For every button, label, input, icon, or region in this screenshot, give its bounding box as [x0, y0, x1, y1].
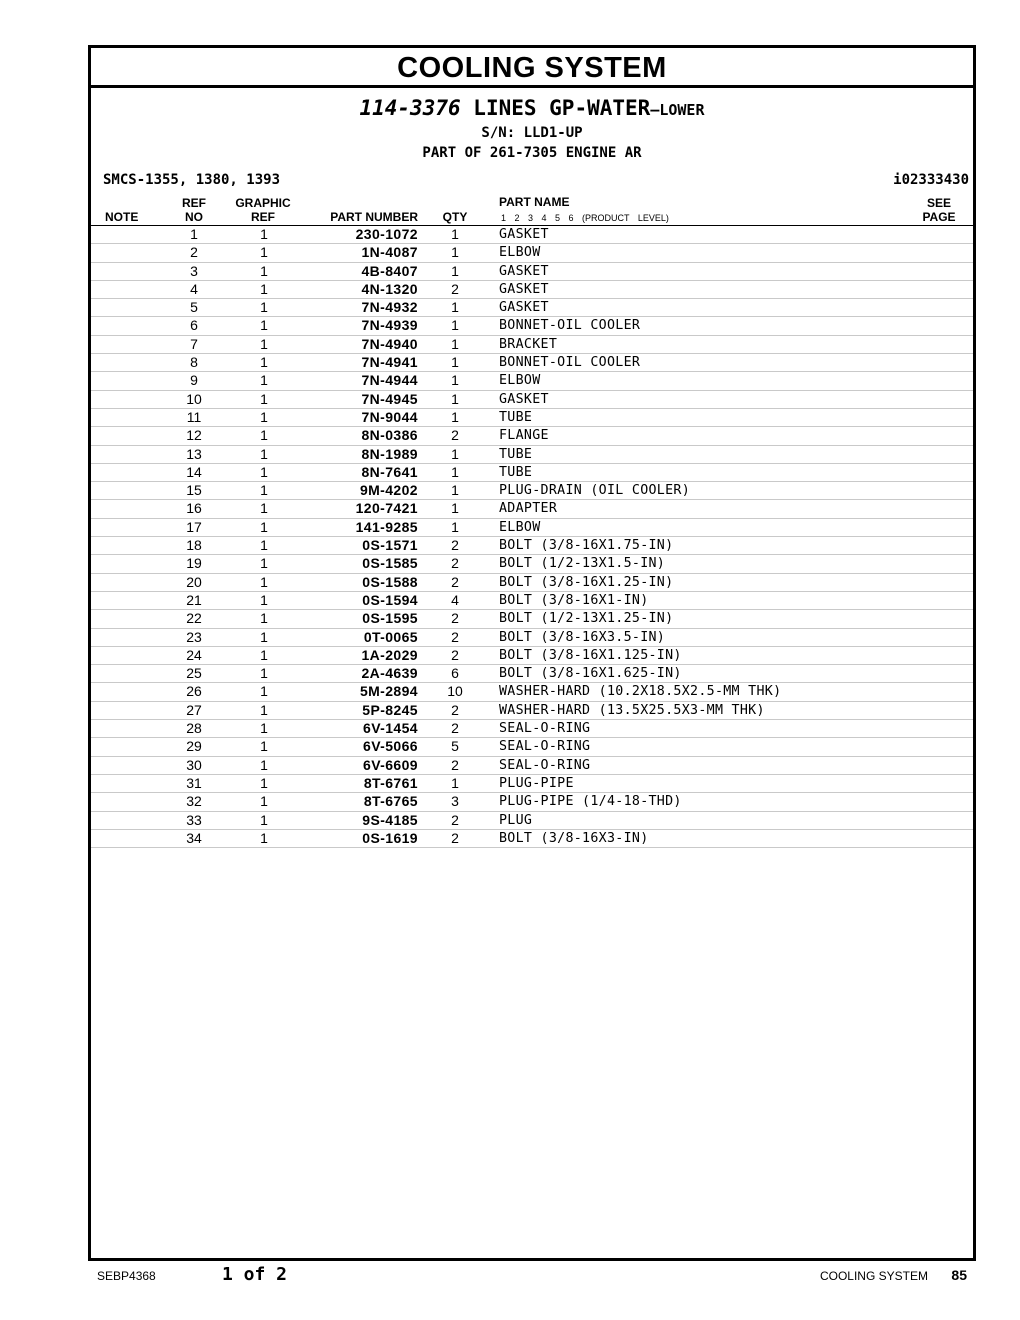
graphic-ref-cell: 1 [260, 628, 268, 645]
column-header-ref: REF [182, 196, 206, 210]
table-row [91, 775, 973, 793]
ref-no-cell: 31 [186, 774, 202, 791]
part-number-cell: 8T-6765 [363, 793, 418, 810]
ref-no-cell: 21 [186, 591, 202, 608]
part-number-cell: 8N-0386 [361, 427, 418, 444]
group-name: LINES GP-WATER [473, 96, 651, 120]
table-row [91, 244, 973, 262]
part-name-cell: BRACKET [499, 336, 558, 352]
part-number-cell: 120-7421 [355, 500, 418, 517]
part-name-cell: PLUG-PIPE (1/4-18-THD) [499, 794, 682, 810]
qty-cell: 2 [451, 555, 459, 572]
graphic-ref-cell: 1 [260, 537, 268, 554]
ref-no-cell: 12 [186, 427, 202, 444]
part-name-cell: SEAL-O-RING [499, 721, 591, 737]
ref-no-cell: 29 [186, 738, 202, 755]
graphic-ref-cell: 1 [260, 463, 268, 480]
table-row [91, 738, 973, 756]
qty-cell: 2 [451, 646, 459, 663]
ref-no-cell: 26 [186, 683, 202, 700]
qty-cell: 1 [451, 445, 459, 462]
column-header-page: PAGE [922, 210, 956, 224]
part-name-cell: PLUG-DRAIN (OIL COOLER) [499, 483, 691, 499]
part-name-cell: WASHER-HARD (13.5X25.5X3-MM THK) [499, 702, 765, 718]
part-number-cell: 0S-1594 [362, 591, 418, 608]
qty-cell: 2 [451, 829, 459, 846]
table-row [91, 610, 973, 628]
table-row [91, 574, 973, 592]
table-row [91, 720, 973, 738]
part-name-cell: TUBE [499, 464, 533, 480]
qty-cell: 2 [451, 537, 459, 554]
ref-no-cell: 27 [186, 701, 202, 718]
column-header-part-name: PART NAME [499, 195, 570, 209]
column-header-note: NOTE [105, 210, 139, 224]
graphic-ref-cell: 1 [260, 793, 268, 810]
part-number-cell: 0S-1585 [362, 555, 418, 572]
part-name-cell: BOLT (3/8-16X1.25-IN) [499, 574, 674, 590]
table-row [91, 555, 973, 573]
table-row [91, 830, 973, 848]
part-number-cell: 4B-8407 [361, 262, 418, 279]
qty-cell: 3 [451, 793, 459, 810]
graphic-ref-cell: 1 [260, 555, 268, 572]
graphic-ref-cell: 1 [260, 701, 268, 718]
part-name-cell: BOLT (3/8-16X1.75-IN) [499, 538, 674, 554]
ref-no-cell: 34 [186, 829, 202, 846]
part-number-cell: 9M-4202 [359, 482, 418, 499]
qty-cell: 1 [451, 500, 459, 517]
part-name-cell: PLUG [499, 812, 533, 828]
part-name-cell: BOLT (3/8-16X1-IN) [499, 592, 649, 608]
ref-no-cell: 8 [190, 354, 198, 371]
part-name-cell: GASKET [499, 227, 549, 242]
qty-cell: 1 [451, 774, 459, 791]
table-row [91, 427, 973, 445]
part-number-cell: 8N-1989 [361, 445, 418, 462]
graphic-ref-cell: 1 [260, 244, 268, 261]
graphic-ref-cell: 1 [260, 811, 268, 828]
part-name-cell: BOLT (3/8-16X1.125-IN) [499, 647, 682, 663]
part-name-cell: BOLT (3/8-16X1.625-IN) [499, 666, 682, 682]
part-number-cell: 1N-4087 [361, 244, 418, 261]
part-number-cell: 8N-7641 [361, 463, 418, 480]
table-row [91, 702, 973, 720]
table-row [91, 226, 973, 244]
part-number-cell: 6V-5066 [363, 738, 418, 755]
part-number-cell: 7N-4945 [361, 390, 418, 407]
graphic-ref-cell: 1 [260, 756, 268, 773]
qty-cell: 1 [451, 226, 459, 242]
graphic-ref-cell: 1 [260, 335, 268, 352]
ref-no-cell: 7 [190, 335, 198, 352]
part-number-cell: 0S-1588 [362, 573, 418, 590]
ref-no-cell: 22 [186, 610, 202, 627]
table-row [91, 537, 973, 555]
part-name-cell: ELBOW [499, 519, 541, 535]
ref-no-cell: 30 [186, 756, 202, 773]
qty-cell: 2 [451, 610, 459, 627]
table-row [91, 629, 973, 647]
table-row [91, 793, 973, 811]
graphic-ref-cell: 1 [260, 518, 268, 535]
part-name-cell: TUBE [499, 446, 533, 462]
ref-no-cell: 11 [186, 408, 202, 425]
ref-no-cell: 1 [190, 226, 198, 242]
part-number-cell: 6V-1454 [363, 720, 418, 737]
graphic-ref-cell: 1 [260, 683, 268, 700]
qty-cell: 1 [451, 463, 459, 480]
smcs-codes: SMCS-1355, 1380, 1393 [103, 172, 281, 188]
part-name-cell: GASKET [499, 391, 549, 407]
graphic-ref-cell: 1 [260, 226, 268, 242]
graphic-ref-cell: 1 [260, 280, 268, 297]
page-frame [88, 45, 976, 1261]
ref-no-cell: 14 [186, 463, 202, 480]
table-row [91, 519, 973, 537]
ref-no-cell: 18 [186, 537, 202, 554]
part-name-cell: GASKET [499, 263, 549, 279]
part-number-cell: 0S-1571 [362, 537, 418, 554]
part-number-cell: 2A-4639 [361, 665, 418, 682]
graphic-ref-cell: 1 [260, 408, 268, 425]
qty-cell: 4 [451, 591, 459, 608]
ref-no-cell: 25 [186, 665, 202, 682]
table-row [91, 317, 973, 335]
graphic-ref-cell: 1 [260, 445, 268, 462]
ref-no-cell: 32 [186, 793, 202, 810]
table-row [91, 372, 973, 390]
part-number-cell: 5M-2894 [359, 683, 418, 700]
qty-cell: 1 [451, 482, 459, 499]
ref-no-cell: 28 [186, 720, 202, 737]
qty-cell: 1 [451, 262, 459, 279]
part-of-line: PART OF 261-7305 ENGINE AR [422, 145, 642, 161]
footer-page-of: 1 of 2 [222, 1264, 288, 1285]
part-name-cell: ELBOW [499, 245, 541, 261]
footer-doc-id: SEBP4368 [97, 1269, 156, 1283]
graphic-ref-cell: 1 [260, 665, 268, 682]
ref-no-cell: 9 [190, 372, 198, 389]
illustration-id: i02333430 [893, 172, 969, 188]
ref-no-cell: 24 [186, 646, 202, 663]
part-number-cell: 7N-4944 [361, 372, 418, 389]
qty-cell: 2 [451, 701, 459, 718]
ref-no-cell: 17 [186, 518, 202, 535]
table-row [91, 409, 973, 427]
graphic-ref-cell: 1 [260, 610, 268, 627]
qty-cell: 2 [451, 720, 459, 737]
ref-no-cell: 13 [186, 445, 202, 462]
ref-no-cell: 20 [186, 573, 202, 590]
ref-no-cell: 6 [190, 317, 198, 334]
part-name-cell: WASHER-HARD (10.2X18.5X2.5-MM THK) [499, 684, 782, 700]
graphic-ref-cell: 1 [260, 500, 268, 517]
ref-no-cell: 3 [190, 262, 198, 279]
group-number: 114-3376 [359, 96, 461, 120]
part-number-cell: 1A-2029 [361, 646, 418, 663]
qty-cell: 2 [451, 280, 459, 297]
table-row [91, 464, 973, 482]
part-number-cell: 7N-4939 [361, 317, 418, 334]
footer-section: COOLING SYSTEM [819, 1269, 928, 1283]
part-number-cell: 9S-4185 [362, 811, 418, 828]
column-header-see: SEE [926, 196, 951, 210]
part-name-cell: BOLT (3/8-16X3-IN) [499, 830, 649, 846]
table-row [91, 336, 973, 354]
ref-no-cell: 23 [186, 628, 202, 645]
part-number-cell: 8T-6761 [363, 774, 418, 791]
part-name-cell: SEAL-O-RING [499, 757, 591, 773]
graphic-ref-cell: 1 [260, 427, 268, 444]
part-number-cell: 0T-0065 [363, 628, 418, 645]
ref-no-cell: 4 [190, 280, 198, 297]
part-name-cell: BONNET-OIL COOLER [499, 355, 641, 371]
graphic-ref-cell: 1 [260, 573, 268, 590]
table-row [91, 665, 973, 683]
column-header-ref-no: NO [185, 210, 203, 224]
column-header-qty: QTY [442, 210, 468, 224]
table-row [91, 354, 973, 372]
table-row [91, 281, 973, 299]
column-header-graphic: GRAPHIC [235, 196, 291, 210]
part-number-cell: 0S-1595 [362, 610, 418, 627]
ref-no-cell: 5 [190, 299, 198, 316]
table-row [91, 683, 973, 701]
part-name-cell: GASKET [499, 281, 549, 297]
serial-range: S/N: LLD1-UP [481, 125, 583, 141]
table-row [91, 592, 973, 610]
ref-no-cell: 15 [186, 482, 202, 499]
ref-no-cell: 10 [186, 390, 202, 407]
qty-cell: 5 [451, 738, 459, 755]
qty-cell: 1 [451, 372, 459, 389]
part-number-cell: 7N-4940 [361, 335, 418, 352]
qty-cell: 6 [451, 665, 459, 682]
parts-table [91, 226, 973, 848]
table-row [91, 446, 973, 464]
qty-cell: 1 [451, 244, 459, 261]
part-number-cell: 230-1072 [355, 226, 418, 242]
graphic-ref-cell: 1 [260, 774, 268, 791]
qty-cell: 1 [451, 317, 459, 334]
qty-cell: 2 [451, 756, 459, 773]
ref-no-cell: 19 [186, 555, 202, 572]
part-number-cell: 4N-1320 [361, 280, 418, 297]
table-row [91, 263, 973, 281]
table-row [91, 482, 973, 500]
qty-cell: 10 [447, 683, 463, 700]
ref-no-cell: 33 [186, 811, 202, 828]
graphic-ref-cell: 1 [260, 829, 268, 846]
column-header-graphic-ref: REF [251, 210, 275, 224]
qty-cell: 1 [451, 518, 459, 535]
column-header-part-number: PART NUMBER [330, 210, 418, 224]
table-row [91, 299, 973, 317]
qty-cell: 1 [451, 335, 459, 352]
part-name-cell: TUBE [499, 409, 533, 425]
qty-cell: 2 [451, 811, 459, 828]
part-number-cell: 7N-9044 [361, 408, 418, 425]
part-name-cell: ELBOW [499, 373, 541, 389]
section-title: COOLING SYSTEM [91, 48, 973, 88]
part-name-cell: BOLT (3/8-16X3.5-IN) [499, 629, 666, 645]
part-number-cell: 7N-4941 [361, 354, 418, 371]
graphic-ref-cell: 1 [260, 390, 268, 407]
part-number-cell: 7N-4932 [361, 299, 418, 316]
part-number-cell: 5P-8245 [362, 701, 418, 718]
table-row [91, 391, 973, 409]
graphic-ref-cell: 1 [260, 591, 268, 608]
ref-no-cell: 16 [186, 500, 202, 517]
part-name-cell: BONNET-OIL COOLER [499, 318, 641, 334]
group-title [91, 96, 973, 122]
part-name-cell: ADAPTER [499, 501, 558, 517]
part-number-cell: 0S-1619 [362, 829, 418, 846]
part-name-cell: BOLT (1/2-13X1.25-IN) [499, 611, 674, 627]
footer-page-number: 85 [951, 1267, 967, 1283]
graphic-ref-cell: 1 [260, 372, 268, 389]
graphic-ref-cell: 1 [260, 738, 268, 755]
table-row [91, 812, 973, 830]
qty-cell: 1 [451, 299, 459, 316]
graphic-ref-cell: 1 [260, 262, 268, 279]
table-row [91, 647, 973, 665]
part-name-cell: GASKET [499, 300, 549, 316]
qty-cell: 1 [451, 408, 459, 425]
part-name-cell: PLUG-PIPE [499, 775, 574, 791]
graphic-ref-cell: 1 [260, 720, 268, 737]
table-row [91, 757, 973, 775]
graphic-ref-cell: 1 [260, 646, 268, 663]
qty-cell: 2 [451, 427, 459, 444]
graphic-ref-cell: 1 [260, 299, 268, 316]
part-name-cell: SEAL-O-RING [499, 739, 591, 755]
part-name-cell: FLANGE [499, 428, 549, 444]
product-level-scale: 1 2 3 4 5 6 (PRODUCT LEVEL) [501, 213, 669, 223]
table-row [91, 500, 973, 518]
qty-cell: 2 [451, 628, 459, 645]
part-name-cell: BOLT (1/2-13X1.5-IN) [499, 556, 666, 572]
group-suffix: —LOWER [650, 101, 705, 119]
part-number-cell: 6V-6609 [363, 756, 418, 773]
graphic-ref-cell: 1 [260, 354, 268, 371]
graphic-ref-cell: 1 [260, 482, 268, 499]
ref-no-cell: 2 [190, 244, 198, 261]
qty-cell: 1 [451, 354, 459, 371]
qty-cell: 1 [451, 390, 459, 407]
part-number-cell: 141-9285 [355, 518, 418, 535]
qty-cell: 2 [451, 573, 459, 590]
graphic-ref-cell: 1 [260, 317, 268, 334]
